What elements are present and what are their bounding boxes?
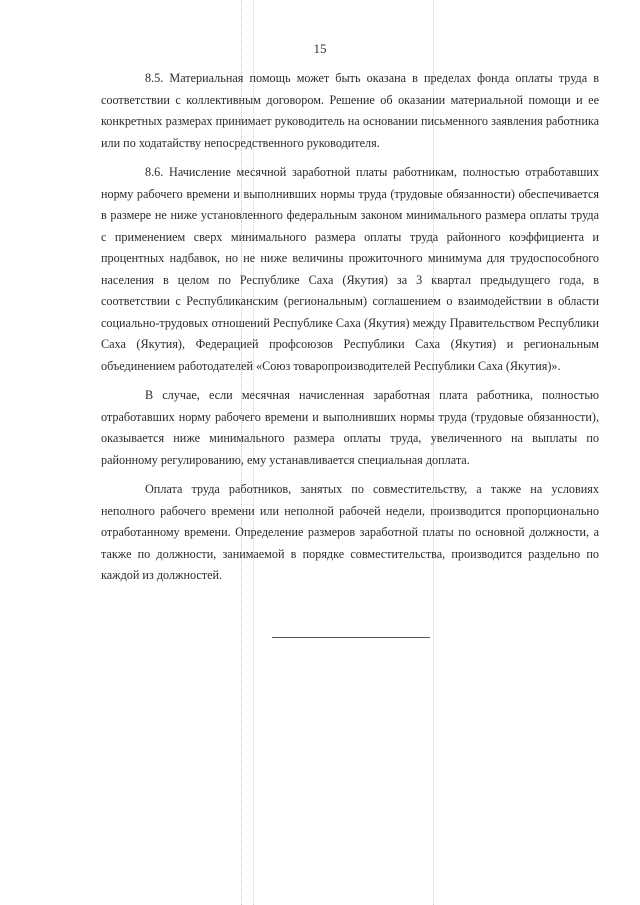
paragraph-special-payment: В случае, если месячная начисленная заработная плата работника, полностью отработавших норму рабочего времени и выполнивших нормы труда (трудовые обязанности), оказывается ниже минимального размера оплаты труда, увеличенного на выплаты по районному регулированию, ему устанавливается специальная доплата. (101, 388, 599, 467)
paragraph-8-5: 8.5. Материальная помощь может быть оказана в пределах фонда оплаты труда в соответствии с коллективным договором. Решение об оказании материальной помощи и ее конкретных размерах принимает руководитель на основании письменного заявления работника или по ходатайству непосредственного руководителя. (101, 71, 599, 150)
paragraph-part-time: Оплата труда работников, занятых по совместительству, а также на условиях неполного рабочего времени или неполной рабочей недели, производится пропорционально отработанному времени. Определение размеров заработной платы по основной должности, а также по должности, занимаемой в порядке совместительства, производится раздельно по каждой из должностей. (101, 482, 599, 582)
page-number: 15 (313, 41, 327, 56)
document-body (101, 68, 599, 587)
end-of-text-rule (272, 637, 430, 638)
paragraph-8-6: 8.6. Начисление месячной заработной платы работникам, полностью отработавших норму рабочего времени и выполнивших нормы труда (трудовые обязанности) обеспечивается в размере не ниже установленного федеральным законом минимального размера оплаты труда с применением сверх минимального размера оплаты труда районного коэффициента и процентных надбавок, но не ниже величины прожиточного минимума для трудоспособного населения в целом по Республике Саха (Якутия) за 3 квартал предыдущего года, в соответствии с Республиканским (региональным) соглашением о взаимодействии в области социально-трудовых отношений Республике Саха (Якутия) между Правительством Республики Саха (Якутия), Федерацией профсоюзов Республики Саха (Якутия) и региональным объединением работодателей «Союз товаропроизводителей Республики Саха (Якутия)». (101, 165, 599, 373)
